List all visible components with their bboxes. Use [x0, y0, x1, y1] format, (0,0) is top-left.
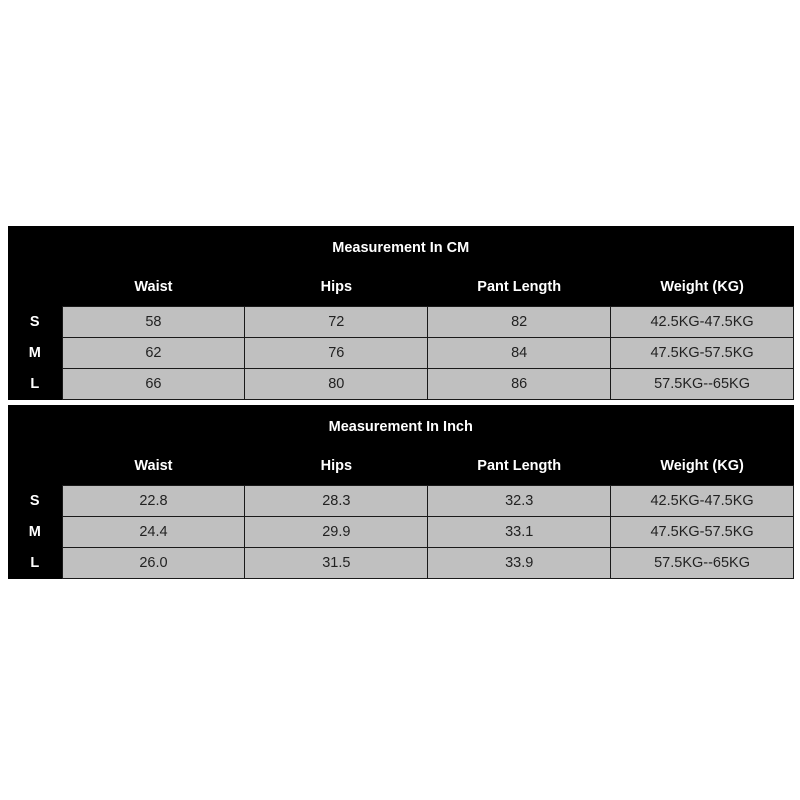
- header-pant-length: Pant Length: [477, 457, 562, 474]
- cell-weight: 57.5KG--65KG: [611, 548, 794, 579]
- table-row: [8, 369, 794, 400]
- table-title: Measurement In Inch: [328, 418, 473, 435]
- cell-weight: 47.5KG-57.5KG: [611, 517, 794, 548]
- table-header-row: [8, 267, 794, 307]
- header-hips: Hips: [320, 278, 353, 295]
- size-label-l: L: [8, 369, 62, 400]
- size-label-m: M: [8, 517, 62, 548]
- table-header-row: [8, 446, 794, 486]
- cell-waist: 26.0: [62, 548, 245, 579]
- table-row: [8, 307, 794, 338]
- cell-waist: 66: [62, 369, 245, 400]
- header-waist: Waist: [134, 278, 173, 295]
- size-label-s: S: [8, 486, 62, 517]
- table-row: [8, 486, 794, 517]
- size-label-l: L: [8, 548, 62, 579]
- header-pant-length: Pant Length: [477, 278, 562, 295]
- table-row: [8, 338, 794, 369]
- cell-pant-length: 86: [428, 369, 611, 400]
- cell-weight: 57.5KG--65KG: [611, 369, 794, 400]
- cell-pant-length: 33.1: [428, 517, 611, 548]
- size-chart-inch-table: [8, 405, 794, 579]
- header-empty: [8, 267, 62, 307]
- cell-hips: 31.5: [245, 548, 428, 579]
- cell-hips: 72: [245, 307, 428, 338]
- header-weight: Weight (KG): [660, 457, 744, 474]
- table-title-row: [8, 405, 794, 446]
- header-hips: Hips: [320, 457, 353, 474]
- cell-hips: 28.3: [245, 486, 428, 517]
- cell-hips: 80: [245, 369, 428, 400]
- size-label-m: M: [8, 338, 62, 369]
- header-empty: [8, 446, 62, 486]
- cell-weight: 42.5KG-47.5KG: [611, 307, 794, 338]
- table-row: [8, 517, 794, 548]
- table-row: [8, 548, 794, 579]
- cell-weight: 42.5KG-47.5KG: [611, 486, 794, 517]
- cell-hips: 76: [245, 338, 428, 369]
- cell-waist: 24.4: [62, 517, 245, 548]
- size-label-s: S: [8, 307, 62, 338]
- header-waist: Waist: [134, 457, 173, 474]
- table-title-row: [8, 226, 794, 267]
- cell-waist: 58: [62, 307, 245, 338]
- cell-weight: 47.5KG-57.5KG: [611, 338, 794, 369]
- cell-waist: 62: [62, 338, 245, 369]
- table-title: Measurement In CM: [332, 239, 470, 256]
- cell-hips: 29.9: [245, 517, 428, 548]
- cell-pant-length: 82: [428, 307, 611, 338]
- cell-waist: 22.8: [62, 486, 245, 517]
- cell-pant-length: 33.9: [428, 548, 611, 579]
- header-weight: Weight (KG): [660, 278, 744, 295]
- cell-pant-length: 84: [428, 338, 611, 369]
- size-chart-cm-table: [8, 226, 794, 400]
- cell-pant-length: 32.3: [428, 486, 611, 517]
